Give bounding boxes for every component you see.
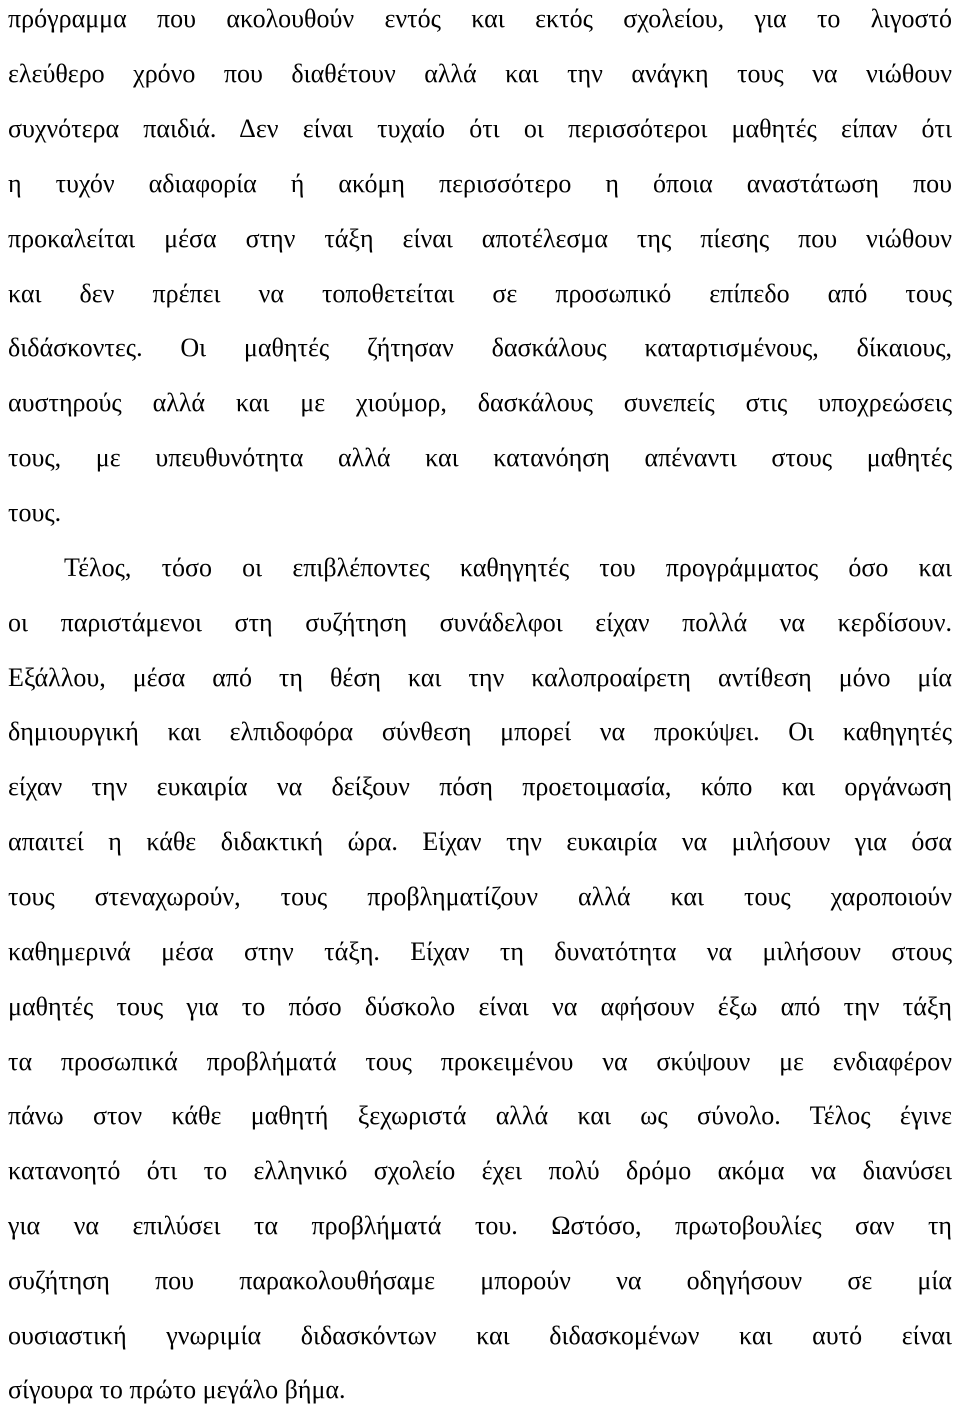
text-line: δημιουργική και ελπιδοφόρα σύνθεση μπορεί να προκύψει. Οι καθηγητές: [8, 717, 952, 746]
text-line: συζήτηση που παρακολουθήσαμε μπορούν να οδηγήσουν σε μία: [8, 1266, 952, 1295]
text-line: πάνω στον κάθε μαθητή ξεχωριστά αλλά και ως σύνολο. Τέλος έγινε: [8, 1101, 952, 1130]
text-line: αυστηρούς αλλά και με χιούμορ, δασκάλους συνεπείς στις υποχρεώσεις: [8, 388, 952, 417]
text-line: διδάσκοντες. Οι μαθητές ζήτησαν δασκάλους καταρτισμένους, δίκαιους,: [8, 333, 952, 362]
text-line: ελεύθερο χρόνο που διαθέτουν αλλά και την ανάγκη τους να νιώθουν: [8, 59, 952, 88]
text-line: καθημερινά μέσα στην τάξη. Είχαν τη δυνατότητα να μιλήσουν στους: [8, 937, 952, 966]
text-line: απαιτεί η κάθε διδακτική ώρα. Είχαν την ευκαιρία να μιλήσουν για όσα: [8, 827, 952, 856]
text-line: τους.: [8, 498, 62, 527]
text-line: είχαν την ευκαιρία να δείξουν πόση προετοιμασία, κόπο και οργάνωση: [8, 772, 952, 801]
text-line: μαθητές τους για το πόσο δύσκολο είναι να αφήσουν έξω από την τάξη: [8, 992, 952, 1021]
text-line: οι παριστάμενοι στη συζήτηση συνάδελφοι είχαν πολλά να κερδίσουν.: [8, 608, 952, 637]
text-line: τους, με υπευθυνότητα αλλά και κατανόηση απέναντι στους μαθητές: [8, 443, 952, 472]
text-line: τα προσωπικά προβλήματά τους προκειμένου να σκύψουν με ενδιαφέρον: [8, 1047, 952, 1076]
text-line: Εξάλλου, μέσα από τη θέση και την καλοπροαίρετη αντίθεση μόνο μία: [8, 663, 952, 692]
text-line: πρόγραμμα που ακολουθούν εντός και εκτός σχολείου, για το λιγοστό: [8, 4, 952, 33]
text-line: κατανοητό ότι το ελληνικό σχολείο έχει πολύ δρόμο ακόμα να διανύσει: [8, 1156, 952, 1185]
text-line: η τυχόν αδιαφορία ή ακόμη περισσότερο η όποια αναστάτωση που: [8, 169, 952, 198]
text-line: για να επιλύσει τα προβλήματά του. Ωστόσο, πρωτοβουλίες σαν τη: [8, 1211, 952, 1240]
text-line: προκαλείται μέσα στην τάξη είναι αποτέλεσμα της πίεσης που νιώθουν: [8, 224, 952, 253]
text-line: συχνότερα παιδιά. Δεν είναι τυχαίο ότι οι περισσότεροι μαθητές είπαν ότι: [8, 114, 952, 143]
text-line: ουσιαστική γνωριμία διδασκόντων και διδασκομένων και αυτό είναι: [8, 1321, 952, 1350]
text-line: και δεν πρέπει να τοποθετείται σε προσωπικό επίπεδο από τους: [8, 279, 952, 308]
text-line: σίγουρα το πρώτο μεγάλο βήμα.: [8, 1375, 346, 1404]
text-line: τους στεναχωρούν, τους προβληματίζουν αλλά και τους χαροποιούν: [8, 882, 952, 911]
text-line: Τέλος, τόσο οι επιβλέποντες καθηγητές του προγράμματος όσο και: [64, 553, 952, 582]
